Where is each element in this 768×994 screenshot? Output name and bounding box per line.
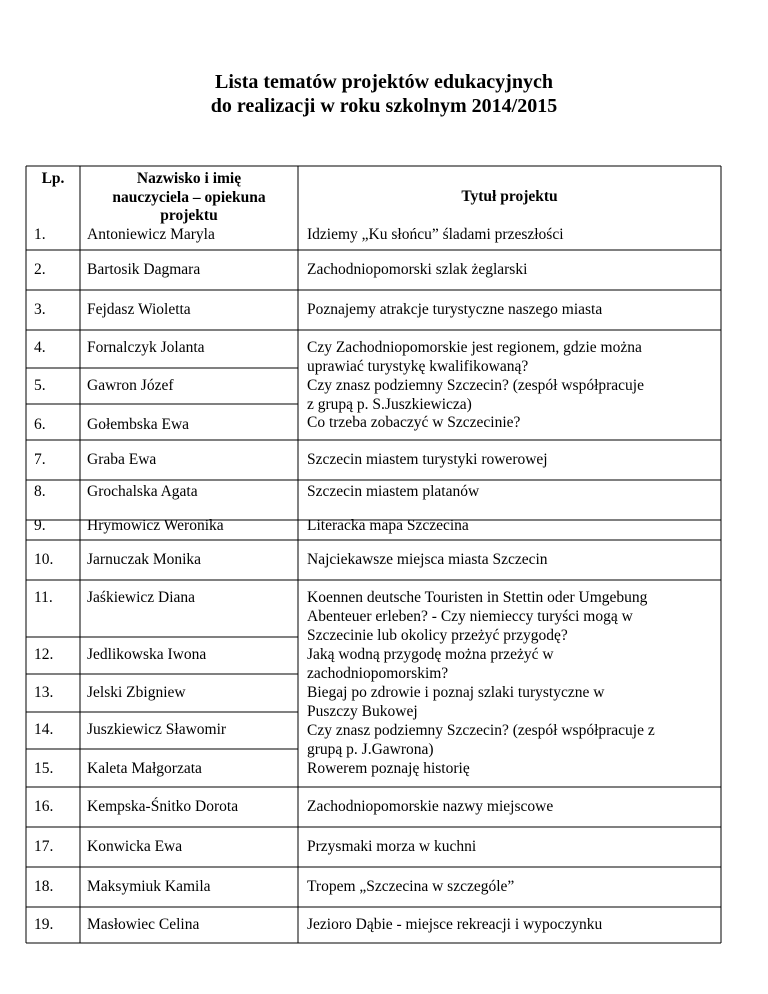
- header-teacher-line-3: projektu: [160, 207, 218, 224]
- row-number: 17.: [34, 838, 54, 855]
- row-number: 12.: [34, 646, 54, 663]
- project-title-line: Koennen deutsche Touristen in Stettin oder Umgebung: [307, 589, 648, 606]
- header-teacher-line-1: Nazwisko i imię: [136, 170, 242, 187]
- row-number: 11.: [34, 589, 53, 606]
- row-number: 6.: [34, 416, 46, 433]
- project-title: Szczecin miastem platanów: [307, 483, 480, 500]
- project-title-line: grupą p. J.Gawrona): [307, 741, 434, 758]
- row-number: 9.: [34, 517, 46, 534]
- document-title-line-2: do realizacji w roku szkolnym 2014/2015: [210, 95, 558, 117]
- project-title-line: Biegaj po zdrowie i poznaj szlaki turystyczne w: [307, 684, 605, 701]
- project-title-line: Rowerem poznaję historię: [307, 760, 470, 777]
- project-title-line: z grupą p. S.Juszkiewicza): [307, 396, 472, 413]
- project-title-line: Puszczy Bukowej: [307, 703, 418, 720]
- teacher-name: Grochalska Agata: [87, 483, 198, 500]
- header-teacher-line-2: nauczyciela – opiekuna: [112, 189, 266, 206]
- project-title-line: uprawiać turystykę kwalifikowaną?: [307, 358, 529, 375]
- document-title-line-1: Lista tematów projektów edukacyjnych: [215, 71, 553, 93]
- project-title-line: Szczecinie lub okolicy przeżyć przygodę?: [307, 627, 568, 644]
- project-title-line: Czy znasz podziemny Szczecin? (zespół współpracuje: [307, 377, 644, 394]
- row-number: 10.: [34, 551, 54, 568]
- row-number: 2.: [34, 261, 46, 278]
- project-title: Tropem „Szczecina w szczególe”: [307, 878, 515, 895]
- row-number: 13.: [34, 684, 54, 701]
- project-title: Przysmaki morza w kuchni: [307, 838, 477, 855]
- teacher-name: Jaśkiewicz Diana: [87, 589, 196, 606]
- row-number: 16.: [34, 798, 54, 815]
- teacher-name: Gołembska Ewa: [87, 416, 190, 433]
- row-number: 18.: [34, 878, 54, 895]
- teacher-name: Kaleta Małgorzata: [87, 760, 202, 777]
- teacher-name: Jedlikowska Iwona: [87, 646, 207, 663]
- project-title-line: zachodniopomorskim?: [307, 665, 449, 682]
- row-number: 3.: [34, 301, 46, 318]
- project-title: Poznajemy atrakcje turystyczne naszego miasta: [307, 301, 603, 318]
- row-number: 14.: [34, 721, 54, 738]
- project-title: Szczecin miastem turystyki rowerowej: [307, 451, 548, 468]
- project-title-line: Abenteuer erleben? - Czy niemieccy turyści mogą w: [307, 608, 633, 625]
- row-number: 15.: [34, 760, 54, 777]
- teacher-name: Konwicka Ewa: [87, 838, 183, 855]
- project-title: Literacka mapa Szczecina: [307, 517, 469, 534]
- project-title: Idziemy „Ku słońcu” śladami przeszłości: [307, 226, 564, 243]
- project-title-line: Czy Zachodniopomorskie jest regionem, gdzie można: [307, 339, 642, 356]
- teacher-name: Graba Ewa: [87, 451, 157, 468]
- teacher-name: Antoniewicz Maryla: [87, 226, 215, 243]
- teacher-name: Hrymowicz Weronika: [87, 517, 224, 534]
- row-number: 7.: [34, 451, 46, 468]
- header-lp: Lp.: [41, 170, 65, 187]
- teacher-name: Masłowiec Celina: [87, 916, 200, 933]
- project-title-line: Czy znasz podziemny Szczecin? (zespół współpracuje z: [307, 722, 655, 739]
- row-number: 5.: [34, 377, 46, 394]
- project-title: Jezioro Dąbie - miejsce rekreacji i wypoczynku: [307, 916, 603, 933]
- project-title-line: Jaką wodną przygodę można przeżyć w: [307, 646, 554, 663]
- teacher-name: Jarnuczak Monika: [87, 551, 202, 568]
- project-title-line: Co trzeba zobaczyć w Szczecinie?: [307, 414, 521, 431]
- teacher-name: Gawron Józef: [87, 377, 174, 394]
- teacher-name: Fejdasz Wioletta: [87, 301, 191, 318]
- row-number: 1.: [34, 226, 46, 243]
- row-number: 19.: [34, 916, 54, 933]
- header-title: Tytuł projektu: [461, 188, 558, 205]
- project-title: Zachodniopomorski szlak żeglarski: [307, 261, 528, 278]
- project-title: Najciekawsze miejsca miasta Szczecin: [307, 551, 548, 568]
- row-number: 4.: [34, 339, 46, 356]
- teacher-name: Juszkiewicz Sławomir: [87, 721, 227, 738]
- teacher-name: Maksymiuk Kamila: [87, 878, 211, 895]
- teacher-name: Fornalczyk Jolanta: [87, 339, 205, 356]
- project-title: Zachodniopomorskie nazwy miejscowe: [307, 798, 554, 815]
- teacher-name: Kempska-Śnitko Dorota: [87, 798, 239, 815]
- teacher-name: Bartosik Dagmara: [87, 261, 201, 278]
- row-number: 8.: [34, 483, 46, 500]
- teacher-name: Jelski Zbigniew: [87, 684, 186, 701]
